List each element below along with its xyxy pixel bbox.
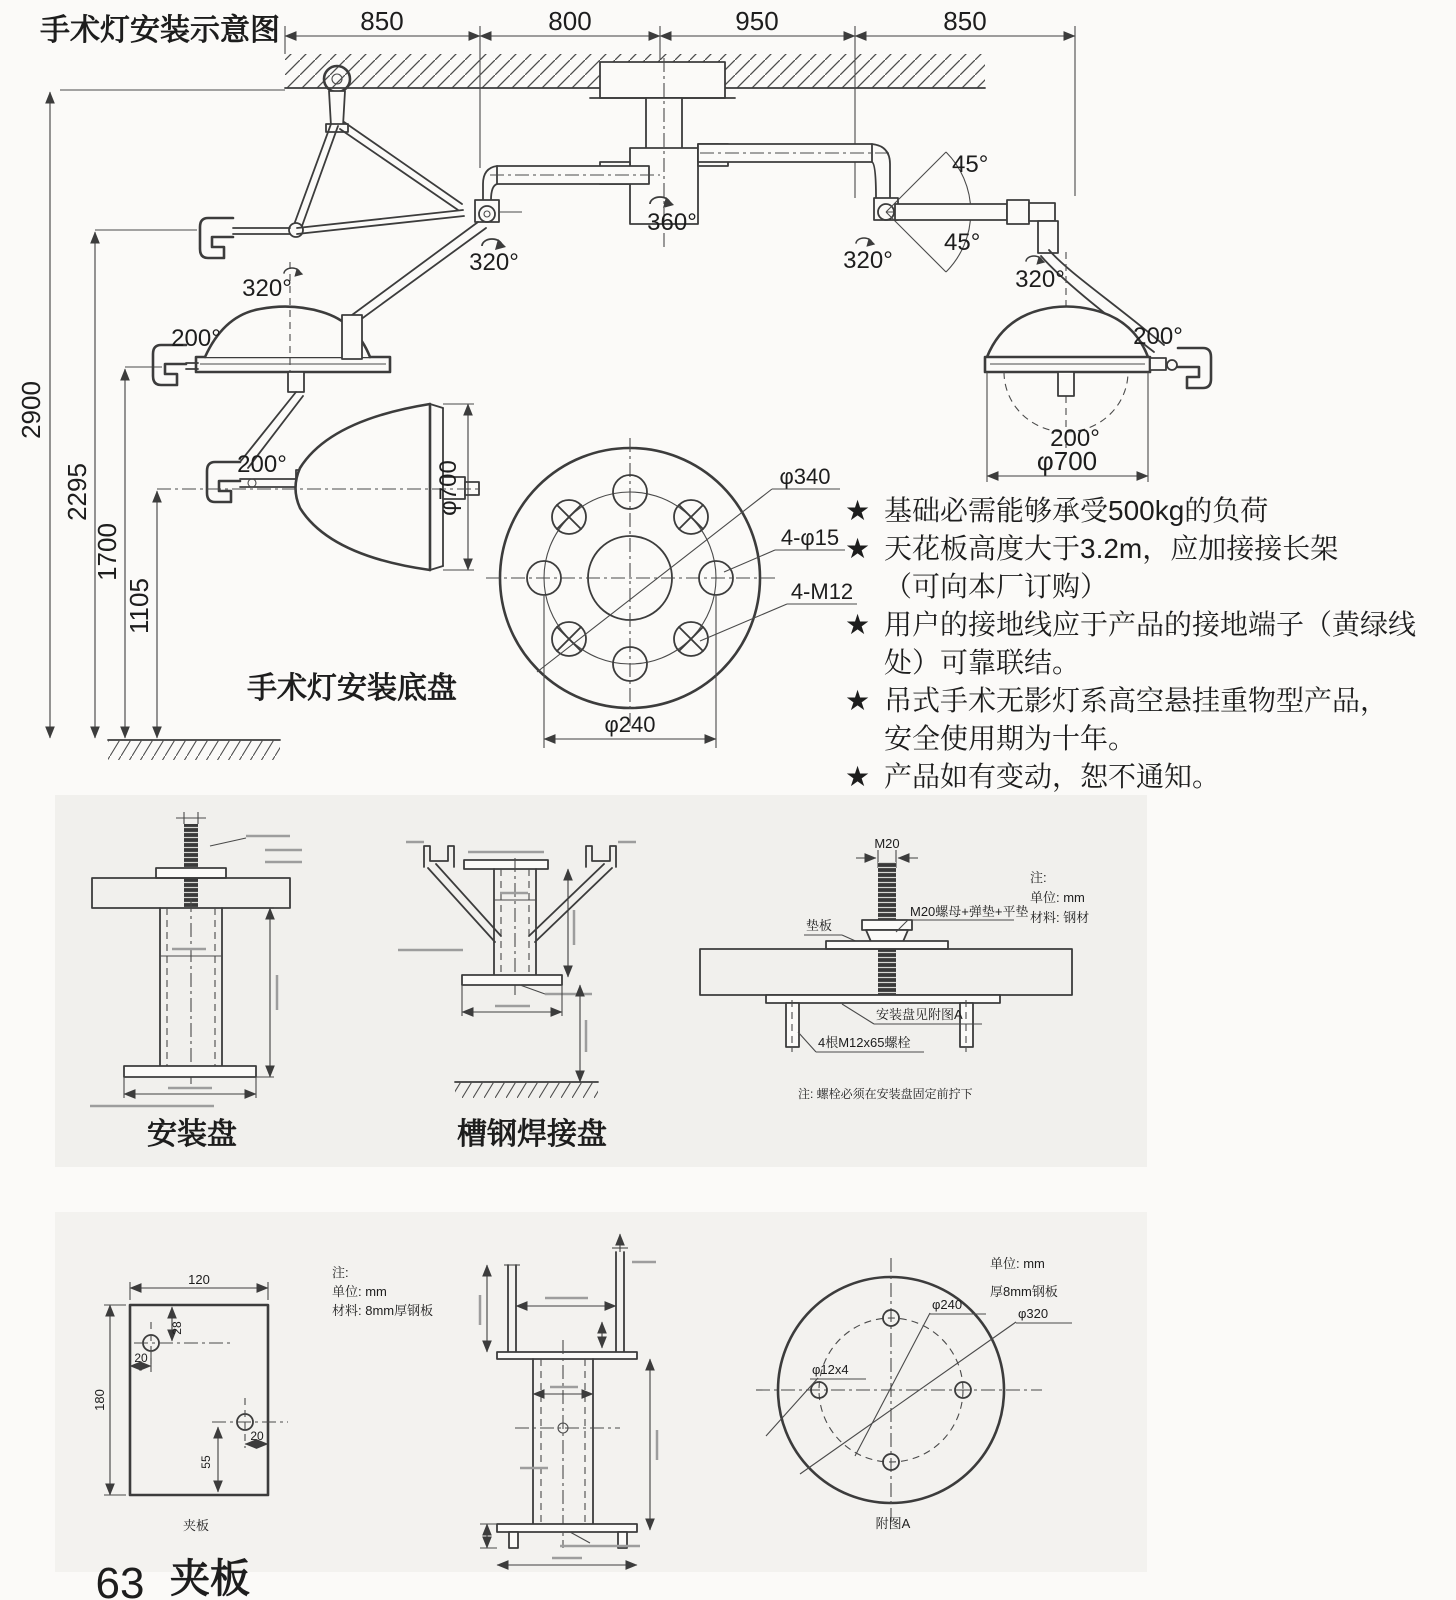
dim-clamp-28: 28	[170, 1321, 184, 1335]
note-line-4: 处）可靠联结。	[884, 647, 1081, 678]
angle-320-mid: 320°	[469, 249, 519, 276]
note-figa-material: 厚8mm钢板	[990, 1284, 1058, 1299]
caption-mounting-plate: 安装盘	[147, 1118, 237, 1151]
page-title: 手术灯安装示意图	[40, 14, 280, 47]
dim-phi700-left: φ700	[435, 460, 462, 516]
caption-clamp: 夹板	[170, 1557, 250, 1600]
label-plate-ref: 安装盘见附图A	[876, 1007, 963, 1022]
label-pad: 垫板	[806, 918, 833, 933]
label-4phi15: 4-φ15	[780, 525, 840, 550]
angle-45-up: 45°	[952, 151, 989, 178]
note-bolt-unit: 单位: mm	[1030, 890, 1085, 905]
right-lamp	[985, 307, 1211, 483]
dim-clamp-180: 180	[92, 1389, 107, 1411]
label-figa-phi240: φ240	[932, 1297, 963, 1312]
note-line-1: 天花板高度大于3.2m，应加接接长架	[884, 533, 1339, 564]
label-figa-holes: φ12x4	[812, 1362, 849, 1377]
note-clamp-material: 材料: 8mm厚钢板	[332, 1303, 434, 1318]
dim-850-right: 850	[943, 6, 987, 36]
note-line-3: 用户的接地线应于产品的接地端子（黄绿线	[884, 609, 1417, 640]
dim-clamp-120: 120	[188, 1272, 210, 1287]
label-nut-washer: M20螺母+弹垫+平垫	[910, 904, 1029, 919]
dim-850-left: 850	[360, 6, 404, 36]
lower-lamp-side-view	[157, 372, 480, 705]
label-4m12: 4-M12	[790, 579, 854, 604]
dim-clamp-20b: 20	[250, 1429, 264, 1443]
ceiling	[60, 54, 985, 90]
dim-950: 950	[735, 6, 779, 36]
caption-channel-plate: 槽钢焊接盘	[457, 1118, 607, 1151]
middle-scan-band	[55, 795, 1147, 1167]
note-line-5: 吊式手术无影灯系高空悬挂重物型产品，	[884, 685, 1389, 716]
label-anchor-bolts: 4根M12x65螺栓	[818, 1035, 911, 1050]
right-arm	[698, 144, 1164, 448]
note-bolt-material: 材料: 钢材	[1030, 910, 1090, 925]
note-star-7: ★	[845, 761, 871, 792]
label-figa-phi320: φ320	[1018, 1306, 1049, 1321]
left-lamp-assembly	[153, 66, 464, 385]
angle-45-down: 45°	[944, 229, 981, 256]
page-number: 63	[95, 1559, 145, 1600]
left-arm	[352, 166, 660, 320]
star-notes	[845, 495, 1416, 792]
note-line-2: （可向本厂订购）	[884, 571, 1109, 602]
angle-360: 360°	[647, 209, 697, 236]
angle-200-left: 200°	[171, 325, 221, 352]
bottom-scan-band	[55, 1212, 1147, 1572]
dim-clamp-20a: 20	[134, 1351, 148, 1365]
dim-1105: 1105	[124, 578, 154, 634]
angle-200-right-side: 200°	[1133, 323, 1183, 350]
note-star-1: ★	[845, 533, 871, 564]
angle-320-right: 320°	[843, 247, 893, 274]
caption-figure-a: 附图A	[875, 1516, 911, 1531]
note-star-3: ★	[845, 609, 871, 640]
note-star-5: ★	[845, 685, 871, 716]
label-m20: M20	[874, 836, 900, 851]
note-figa-unit: 单位: mm	[990, 1256, 1045, 1271]
note-bolt-bottom: 注: 螺栓必须在安装盘固定前拧下	[798, 1087, 973, 1101]
note-clamp-title: 注:	[332, 1265, 349, 1280]
dim-2295: 2295	[62, 463, 92, 521]
note-line-6: 安全使用期为十年。	[884, 723, 1137, 754]
dim-2900: 2900	[16, 381, 46, 439]
angle-320-left: 320°	[242, 275, 292, 302]
label-phi240: φ240	[604, 712, 656, 737]
angle-200-lower: 200°	[237, 451, 287, 478]
dim-phi700-right: φ700	[1036, 446, 1098, 476]
note-bolt-title: 注:	[1030, 870, 1047, 885]
flange-top-view	[486, 438, 857, 748]
left-dimensions	[16, 92, 280, 760]
note-star-0: ★	[845, 495, 871, 526]
angle-320-lamp: 320°	[1015, 266, 1065, 293]
caption-clamp-small: 夹板	[182, 1518, 210, 1533]
note-line-0: 基础必需能够承受500kg的负荷	[884, 495, 1269, 526]
dim-1700: 1700	[92, 523, 122, 581]
note-line-7: 产品如有变动，恕不通知。	[884, 761, 1221, 792]
dim-clamp-55: 55	[199, 1455, 213, 1469]
angle-200-right-bottom: 200°	[1050, 425, 1100, 452]
floor-hatch	[108, 740, 280, 760]
dim-800: 800	[548, 6, 592, 36]
note-clamp-unit: 单位: mm	[332, 1284, 387, 1299]
label-phi340: φ340	[779, 464, 831, 489]
caption-base-plate: 手术灯安装底盘	[247, 672, 457, 705]
